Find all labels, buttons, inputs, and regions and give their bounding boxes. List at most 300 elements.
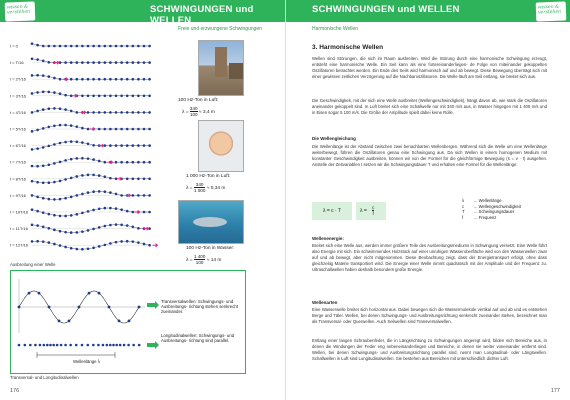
oscillator-dot	[31, 223, 34, 226]
longitudinal-dot	[64, 344, 67, 347]
oscillator-dot	[98, 45, 101, 48]
oscillator-dot	[115, 45, 118, 48]
oscillator-dot	[143, 144, 146, 147]
particle-dot	[128, 319, 131, 322]
legend-symbol: T	[462, 209, 465, 215]
oscillator-dot	[70, 61, 73, 64]
oscillator-dot	[104, 225, 107, 228]
air2-heading: 1 000 Hz-Ton in Luft:	[186, 174, 231, 179]
air-result: ≈ 3,4 m	[198, 109, 215, 115]
oscillator-dot	[53, 124, 56, 127]
water-num: 1 400	[193, 254, 206, 259]
oscillator-dot	[115, 61, 118, 64]
oscillator-dot	[64, 45, 67, 48]
oscillator-dot	[109, 111, 112, 114]
oscillator-dot	[115, 78, 118, 81]
oscillator-dot	[42, 59, 45, 62]
oscillator-dot	[64, 231, 67, 234]
oscillator-dot	[132, 95, 135, 98]
eq2-lambda: λ =	[360, 208, 367, 214]
oscillator-dot	[70, 110, 73, 113]
oscillator-dot	[59, 45, 62, 48]
oscillator-dot	[87, 174, 90, 177]
longitudinal-dot	[123, 344, 126, 347]
particle-dot	[68, 319, 71, 322]
longitudinal-dot	[56, 344, 59, 347]
oscillator-dot	[132, 45, 135, 48]
oscillator-dot	[92, 144, 95, 147]
water-heading: 100 Hz-Ton in Wasser:	[186, 246, 235, 251]
propagation-arrow	[135, 210, 140, 213]
oscillator-dot	[87, 95, 90, 98]
air-heading: 100 Hz-Ton in Luft:	[178, 98, 219, 103]
particle-dot	[38, 292, 41, 295]
oscillator-dot	[143, 194, 146, 197]
longitudinal-dot	[119, 344, 122, 347]
propagation-arrow	[117, 177, 122, 180]
oscillator-dot	[31, 111, 34, 114]
longitudinal-label: Longitudinalwellen: Schwingungs- und Ausbreitungs- richtung sind parallel.	[161, 333, 235, 343]
oscillator-dot	[132, 211, 135, 214]
oscillator-dot	[104, 175, 107, 178]
air2-den: 1 000	[193, 188, 206, 193]
oscillator-dot	[53, 214, 56, 217]
oscillator-dot	[31, 180, 34, 183]
longitudinal-dot	[109, 344, 112, 347]
oscillator-dot	[70, 140, 73, 143]
time-label: t = 9T/16	[10, 192, 26, 198]
eq2-den: f	[372, 211, 374, 216]
corner-label: wissen & verstehen	[537, 4, 562, 16]
particle-dot	[88, 292, 91, 295]
oscillator-dot	[42, 45, 45, 48]
oscillator-dot	[76, 61, 79, 64]
oscillator-dot	[137, 144, 140, 147]
oscillator-dot	[87, 229, 90, 232]
oscillator-dot	[92, 174, 95, 177]
heading-wave-equation: Die Wellengleichung	[312, 136, 356, 141]
oscillator-dot	[148, 161, 151, 164]
oscillator-dot	[76, 231, 79, 234]
longitudinal-dot	[87, 344, 90, 347]
oscillator-dot	[137, 111, 140, 114]
oscillator-dot	[126, 210, 129, 213]
oscillator-dot	[59, 92, 62, 95]
oscillator-dot	[42, 197, 45, 200]
oscillator-dot	[109, 95, 112, 98]
paragraph-wave-energy: Breitet sich eine Welle aus, werden immer größere Teile des Ausbreitungsmediums in Schwingung versetzt. Eine Welle führt also Energie mit sich. Ein schwimmendes Holzstück auf einer unruhigen Wasseroberfläche wird von den Wasserwellen zwar auf und ab bewegt, aber nicht mitgenommen. Diese Beobachtung zeigt, dass der Energietransport erfolgt, ohne dass gleichzeitig Materie transportiert wird. Die Energie einer Welle nimmt quadratisch mit der Amplitude und der Frequenz zu. Ultraschallwellen haben deshalb besonders große Energie.	[312, 243, 547, 272]
oscillator-dot	[98, 245, 101, 248]
legend-symbol: f	[462, 214, 464, 220]
particle-dot	[98, 292, 101, 295]
oscillator-dot	[132, 225, 135, 228]
oscillator-dot	[120, 144, 123, 147]
longitudinal-dot	[132, 344, 135, 347]
propagation-direction-arrow	[147, 301, 159, 309]
oscillator-dot	[48, 227, 51, 230]
page-title: SCHWINGUNGEN und WELLEN	[312, 4, 460, 15]
equation-c-times-t: λ = c · T	[312, 202, 352, 220]
oscillator-dot	[120, 240, 123, 243]
oscillator-dot	[92, 190, 95, 193]
time-label: t = 6T/16	[10, 143, 26, 149]
oscillator-dot	[104, 111, 107, 114]
oscillator-dot	[53, 243, 56, 246]
air2-fraction	[194, 182, 206, 193]
page-subtitle: Freie und erzwungene Schwingungen	[178, 26, 262, 32]
oscillator-dot	[76, 213, 79, 216]
oscillator-dot	[104, 128, 107, 131]
oscillator-dot	[59, 180, 62, 183]
oscillator-dot	[115, 161, 118, 164]
oscillator-dot	[87, 61, 90, 64]
oscillator-dot	[120, 45, 123, 48]
longitudinal-dot	[52, 344, 55, 347]
oscillator-dot	[120, 95, 123, 98]
oscillator-dot	[81, 230, 84, 233]
oscillator-dot	[42, 74, 45, 77]
corner-label: wissen & verstehen	[6, 4, 31, 16]
oscillator-dot	[104, 161, 107, 164]
oscillator-dot	[48, 198, 51, 201]
oscillator-dot	[126, 224, 129, 227]
legend-meaning: ... Schwingungsdauer	[474, 209, 515, 215]
oscillator-dot	[48, 241, 51, 244]
oscillator-dot	[59, 161, 62, 164]
air2-lambda: λ =	[186, 185, 193, 191]
oscillator-dot	[64, 108, 67, 111]
oscillator-dot	[53, 162, 56, 165]
oscillator-dot	[98, 207, 101, 210]
oscillator-dot	[59, 78, 62, 81]
corner-label-box	[536, 1, 567, 21]
air-lambda: λ =	[182, 109, 189, 115]
equation-c-over-f	[356, 202, 386, 220]
oscillator-dot	[64, 178, 67, 181]
page-number-right: 177	[550, 388, 560, 394]
oscillator-dot	[120, 78, 123, 81]
eq2-num: c	[372, 205, 375, 210]
oscillator-dot	[48, 213, 51, 216]
propagation-arrow	[126, 194, 131, 197]
oscillator-dot	[148, 144, 151, 147]
oscillator-dot	[31, 194, 34, 197]
oscillator-dot	[81, 212, 84, 215]
oscillator-dot	[132, 111, 135, 114]
air-num: 340	[189, 106, 198, 111]
oscillator-dot	[92, 78, 95, 81]
paragraph-longitudinal: Entlang einer langen Schraubenfeder, die in Längsrichtung zu Schwingungen angeregt wird, bilden sich Bereiche aus, in denen die Windungen der Feder eng nebeneinanderliegen und Bereiche, in denen sie weiter voneinander entfernt sind. Wellen, bei denen Schwingungs- und Ausbreitungsrichtung parallel sind, nennt man Longitudinal- oder Längswellen. Schallwellen in Luft sind Longitudinalwellen. Sie bestehen aus Bereichen mit unterschiedlich dichter Luft.	[312, 338, 547, 361]
oscillator-dot	[81, 157, 84, 160]
oscillator-dot	[53, 143, 56, 146]
oscillator-dot	[36, 110, 39, 113]
particle-dot	[138, 306, 141, 309]
longitudinal-dot	[138, 344, 141, 347]
oscillator-dot	[87, 247, 90, 250]
water-fraction	[194, 254, 206, 265]
oscillator-dot	[120, 161, 123, 164]
oscillator-dot	[104, 190, 107, 193]
oscillator-dot	[92, 45, 95, 48]
oscillator-dot	[109, 224, 112, 227]
oscillator-dot	[64, 215, 67, 218]
wave-caption: Ausbreitung einer Welle	[10, 262, 56, 267]
oscillator-dot	[115, 241, 118, 244]
oscillator-dot	[148, 128, 151, 131]
section-title: 3. Harmonische Wellen	[312, 44, 384, 51]
oscillator-dot	[148, 78, 151, 81]
time-label: t = 4T/16	[10, 109, 26, 115]
oscillator-dot	[42, 181, 45, 184]
oscillator-dot	[70, 247, 73, 250]
air2-result: ≈ 0,34 m	[206, 185, 226, 191]
equation-box	[312, 196, 547, 226]
oscillator-dot	[98, 174, 101, 177]
oscillator-dot	[109, 207, 112, 210]
oscillator-dot	[76, 194, 79, 197]
oscillator-dot	[76, 125, 79, 128]
oscillator-dot	[42, 91, 45, 94]
oscillator-dot	[76, 111, 79, 114]
oscillator-dot	[48, 181, 51, 184]
oscillator-dot	[126, 128, 129, 131]
oscillator-dot	[126, 78, 129, 81]
time-label: t = T/16	[10, 60, 24, 66]
oscillator-dot	[115, 223, 118, 226]
time-label: t = 12T/16	[10, 242, 29, 248]
oscillator-dot	[132, 128, 135, 131]
page-subtitle: Harmonische Wellen	[312, 26, 359, 32]
oscillator-dot	[76, 140, 79, 143]
oscillator-dot	[53, 77, 56, 80]
particle-dot	[28, 292, 31, 295]
oscillator-dot	[31, 240, 34, 243]
oscillator-dot	[109, 144, 112, 147]
oscillator-dot	[148, 111, 151, 114]
oscillator-dot	[137, 128, 140, 131]
oscillator-dot	[48, 107, 51, 110]
water-result: ≈ 14 m	[206, 257, 222, 263]
oscillator-dot	[132, 78, 135, 81]
oscillator-dot	[53, 181, 56, 184]
oscillator-dot	[143, 178, 146, 181]
oscillator-dot	[115, 207, 118, 210]
oscillator-dot	[42, 211, 45, 214]
oscillator-dot	[137, 178, 140, 181]
oscillator-dot	[64, 61, 67, 64]
oscillator-dot	[70, 78, 73, 81]
oscillator-dot	[143, 211, 146, 214]
oscillator-dot	[115, 128, 118, 131]
time-label: t = 11T/16	[10, 226, 28, 232]
oscillator-dot	[70, 158, 73, 161]
time-label: t = 2T/16	[10, 76, 26, 82]
oscillator-dot	[64, 159, 67, 162]
oscillator-dot	[81, 141, 84, 144]
heading-wave-types: Wellenarten	[312, 300, 338, 305]
time-label: t = 5T/16	[10, 126, 26, 132]
oscillator-dot	[137, 194, 140, 197]
oscillator-dot	[36, 224, 39, 227]
particle-dot	[58, 319, 61, 322]
oscillator-dot	[87, 45, 90, 48]
diagram-svg	[11, 271, 247, 375]
oscillator-dot	[81, 248, 84, 251]
longitudinal-dot	[97, 344, 100, 347]
paragraph-speed: Die Geschwindigkeit, mit der sich eine Welle ausbreitet (Wellengeschwindigkeit), hängt davon ab, wie stark die Oszillatoren aneinander gekoppelt sind. In Luft breitet sich eine Schallwelle nur mit 340 m/s aus, in Wasser hingegen mit 1 400 m/s und in Eisen sogar 5 100 m/s. Die Größe der Amplitude spielt dabei keine Rolle.	[312, 98, 547, 115]
oscillator-dot	[98, 95, 101, 98]
oscillator-dot	[59, 198, 62, 201]
oscillator-dot	[115, 95, 118, 98]
oscillator-dot	[31, 57, 34, 60]
oscillator-dot	[76, 175, 79, 178]
oscillator-dot	[36, 240, 39, 243]
church-photo	[198, 40, 244, 96]
oscillator-dot	[59, 142, 62, 145]
oscillator-dot	[109, 177, 112, 180]
longitudinal-dot	[24, 344, 27, 347]
propagation-arrow	[72, 94, 77, 97]
child-photo	[198, 120, 244, 172]
oscillator-dot	[109, 78, 112, 81]
oscillator-dot	[59, 124, 62, 127]
oscillator-dot	[92, 246, 95, 249]
oscillator-dot	[148, 45, 151, 48]
oscillator-dot	[126, 240, 129, 243]
oscillator-dot	[31, 130, 34, 133]
oscillator-dot	[31, 42, 34, 45]
oscillator-dot	[120, 61, 123, 64]
particle-dot	[48, 306, 51, 309]
corner-label-box	[5, 1, 36, 21]
wavelength-label: Wellenlänge λ	[73, 359, 100, 364]
longitudinal-dot	[115, 344, 118, 347]
oscillator-dot	[109, 191, 112, 194]
oscillator-dot	[31, 208, 34, 211]
oscillator-dot	[81, 45, 84, 48]
oscillator-dot	[64, 141, 67, 144]
oscillator-dot	[132, 161, 135, 164]
water-example	[186, 246, 234, 265]
legend-row	[462, 215, 521, 221]
oscillator-dot	[87, 78, 90, 81]
oscillator-dot	[42, 146, 45, 149]
oscillator-dot	[36, 147, 39, 150]
oscillator-dot	[98, 111, 101, 114]
oscillator-dot	[59, 215, 62, 218]
oscillator-dot	[87, 111, 90, 114]
oscillator-dot	[87, 210, 90, 213]
oscillator-dot	[104, 244, 107, 247]
longitudinal-dot	[49, 344, 52, 347]
longitudinal-dot	[29, 344, 32, 347]
oscillator-dot	[64, 94, 67, 97]
oscillator-dot	[42, 164, 45, 167]
shark-shape	[193, 217, 227, 227]
particle-dot	[18, 306, 21, 309]
oscillator-dot	[64, 124, 67, 127]
oscillator-dot	[36, 91, 39, 94]
particle-dot	[118, 319, 121, 322]
oscillator-dot	[126, 111, 129, 114]
oscillator-dot	[143, 243, 146, 246]
oscillator-dot	[70, 45, 73, 48]
oscillator-dot	[36, 44, 39, 47]
oscillator-dot	[81, 193, 84, 196]
oscillator-dot	[132, 240, 135, 243]
oscillator-dot	[115, 111, 118, 114]
oscillator-dot	[143, 61, 146, 64]
propagation-arrow	[152, 244, 157, 247]
water-den: 100	[195, 260, 204, 265]
oscillator-dot	[143, 78, 146, 81]
oscillator-dot	[143, 128, 146, 131]
longitudinal-dot	[102, 344, 105, 347]
propagation-arrow	[81, 111, 86, 114]
transversal-longitudinal-diagram	[10, 270, 246, 374]
right-page	[285, 0, 570, 400]
oscillator-dot	[36, 210, 39, 213]
oscillator-dot	[70, 196, 73, 199]
oscillator-dot	[92, 111, 95, 114]
oscillator-dot	[36, 181, 39, 184]
oscillator-dot	[126, 61, 129, 64]
oscillator-dot	[148, 244, 151, 247]
longitudinal-dot	[18, 344, 21, 347]
oscillator-dot	[59, 107, 62, 110]
longitudinal-dot	[46, 344, 49, 347]
oscillator-dot	[137, 161, 140, 164]
legend-meaning: ... Wellengeschwindigkeit	[474, 203, 521, 209]
time-label: t = 3T/16	[10, 93, 26, 99]
oscillator-dot	[126, 45, 129, 48]
oscillator-dot	[120, 111, 123, 114]
legend-symbol: c	[462, 203, 465, 209]
oscillator-dot	[76, 157, 79, 160]
air2-example	[186, 174, 230, 193]
oscillator-dot	[98, 61, 101, 64]
oscillator-dot	[126, 161, 129, 164]
oscillator-dot	[132, 178, 135, 181]
oscillator-dot	[137, 45, 140, 48]
oscillator-dot	[143, 111, 146, 114]
oscillator-dot	[31, 148, 34, 151]
oscillator-dot	[36, 58, 39, 61]
oscillator-dot	[126, 178, 129, 181]
legend-meaning: ... Wellenlänge	[474, 198, 502, 203]
oscillator-dot	[87, 128, 90, 131]
oscillator-dot	[70, 124, 73, 127]
legend-symbol: λ	[462, 198, 465, 203]
propagation-arrow	[90, 127, 95, 130]
oscillator-dot	[42, 240, 45, 243]
oscillator-dot	[132, 194, 135, 197]
time-label: t = 7T/16	[10, 159, 26, 165]
longitudinal-dot	[127, 344, 130, 347]
oscillator-dot	[59, 230, 62, 233]
air2-num: 340	[195, 182, 204, 187]
oscillator-dot	[143, 45, 146, 48]
oscillator-dot	[92, 95, 95, 98]
building-shape	[229, 63, 243, 79]
longitudinal-dot	[106, 344, 109, 347]
oscillator-dot	[98, 160, 101, 163]
longitudinal-dot	[81, 344, 84, 347]
oscillator-dot	[137, 227, 140, 230]
oscillator-dot	[48, 126, 51, 129]
heading-wave-energy: Wellenenergie:	[312, 236, 344, 241]
oscillator-dot	[148, 178, 151, 181]
